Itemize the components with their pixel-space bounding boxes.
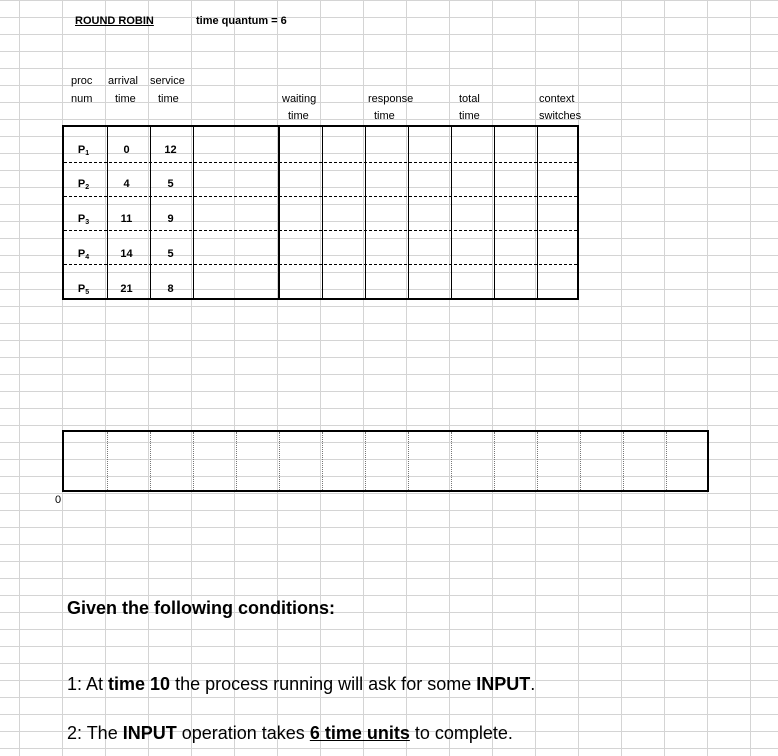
- table-row-p2-arrival: 4: [123, 178, 130, 190]
- sheet-title: ROUND ROBIN: [75, 15, 154, 27]
- condition-2: 2: The INPUT operation takes 6 time units to complete.: [67, 723, 513, 743]
- col-total-bottom: time: [459, 110, 480, 122]
- col-response-bottom: time: [374, 110, 395, 122]
- col-arrival-bottom: time: [115, 93, 136, 105]
- time-quantum-label: time quantum = 6: [196, 15, 287, 27]
- table-row-p3-service: 9: [167, 213, 174, 225]
- gantt-start-label: 0: [55, 494, 62, 506]
- table-row-p2-service: 5: [167, 178, 174, 190]
- col-response-top: response: [368, 93, 414, 105]
- table-row-p3-arrival: 11: [120, 213, 133, 225]
- table-row-p1-name: $P_1$: [77, 144, 90, 157]
- col-total-top: total: [459, 93, 480, 105]
- col-service-top: service: [150, 75, 185, 87]
- table-row-p5-service: 8: [167, 283, 174, 295]
- table-row-p1-service: 12: [164, 144, 177, 156]
- table-row-p5-name: $P_5$: [77, 283, 90, 296]
- col-service-bottom: time: [158, 93, 179, 105]
- col-context-bottom: switches: [539, 110, 582, 122]
- table-row-p4-name: $P_4$: [77, 248, 90, 261]
- condition-1: 1: At time 10 the process running will ask for some INPUT.: [67, 674, 536, 694]
- col-waiting-bottom: time: [288, 110, 309, 122]
- conditions-heading: Given the following conditions:: [67, 598, 335, 618]
- col-waiting-top: waiting: [282, 93, 317, 105]
- col-context-top: context: [539, 93, 575, 105]
- col-proc-bottom: num: [71, 93, 93, 105]
- table-row-p4-arrival: 14: [120, 248, 133, 260]
- table-row-p4-service: 5: [167, 248, 174, 260]
- col-arrival-top: arrival: [108, 75, 138, 87]
- gantt-chart-box: [62, 430, 709, 492]
- table-row-p3-name: $P_3$: [77, 213, 90, 226]
- table-row-p1-arrival: 0: [123, 144, 130, 156]
- table-row-p2-name: $P_2$: [77, 178, 90, 191]
- col-proc-top: proc: [71, 75, 93, 87]
- table-row-p5-arrival: 21: [120, 283, 133, 295]
